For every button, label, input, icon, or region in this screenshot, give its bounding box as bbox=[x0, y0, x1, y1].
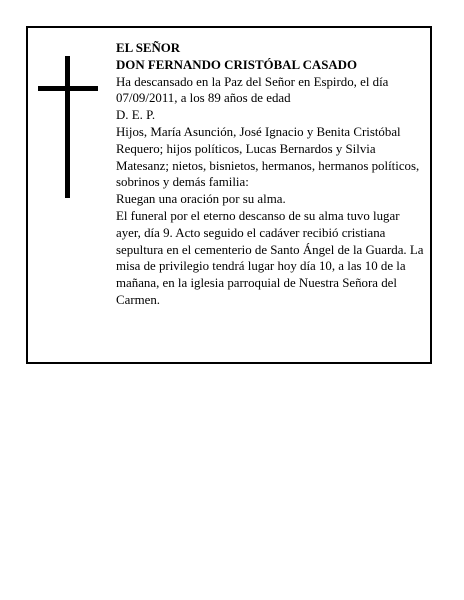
notice-text bbox=[116, 40, 424, 309]
cross-vertical-bar bbox=[65, 56, 70, 198]
cross-icon bbox=[38, 56, 98, 198]
rest-statement: Ha descansado en la Paz del Señor en Espirdo, el día 07/09/2011, a los 89 años de edad bbox=[116, 74, 389, 106]
prayer-request: Ruegan una oración por su alma. bbox=[116, 192, 286, 207]
obituary-notice bbox=[26, 26, 432, 364]
dep-text: D. E. P. bbox=[116, 108, 156, 123]
deceased-name: DON FERNANDO CRISTÓBAL CASADO bbox=[116, 57, 358, 72]
cross-horizontal-bar bbox=[38, 86, 98, 91]
family-list: Hijos, María Asunción, José Ignacio y Benita Cristóbal Requero; hijos políticos, Lucas Bernardos y Silvia Matesanz; nietos, bisnietos, hermanos, hermanos políticos, sobrinos y demás familia: bbox=[116, 124, 420, 190]
notice-title-line-1: EL SEÑOR bbox=[116, 41, 181, 55]
funeral-details: El funeral por el eterno descanso de su alma tuvo lugar ayer, día 9. Acto seguido el cadáver recibió cristiana sepultura en el cementerio de Santo Ángel de la Guarda. La misa de privilegio tendrá lugar hoy día 10, a las 10 de la mañana, en la iglesia parroquial de Nuestra Señora del Carmen. bbox=[116, 208, 424, 307]
